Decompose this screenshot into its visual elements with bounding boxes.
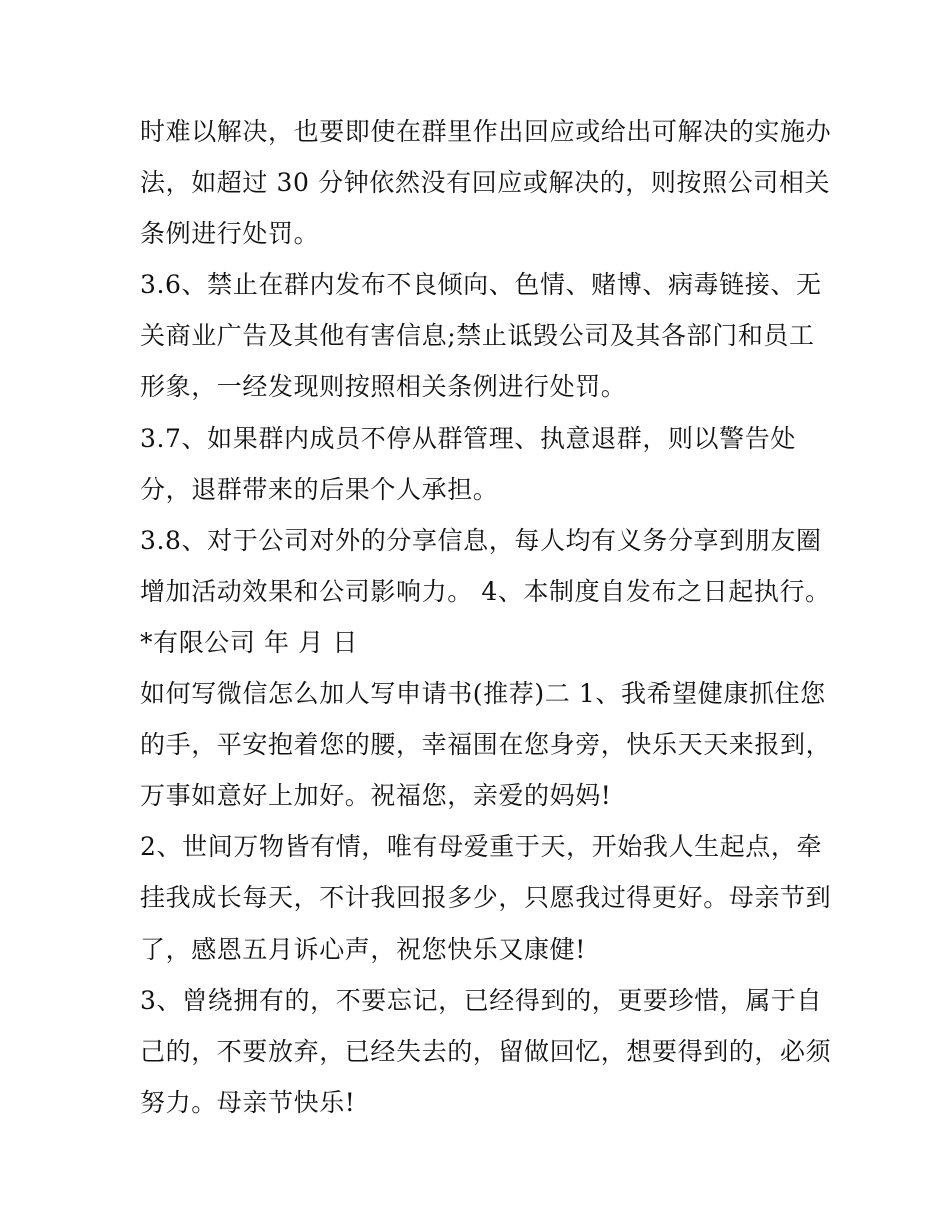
text-line: 了，感恩五月诉心声，祝您快乐又康健!: [140, 934, 586, 964]
text-line: 条例进行处罚。: [140, 219, 320, 249]
text-line: 3.6、禁止在群内发布不良倾向、色情、赌博、病毒链接、无: [140, 270, 822, 300]
text-line: 关商业广告及其他有害信息;禁止诋毁公司及其各部门和员工: [140, 321, 815, 351]
text-line: 法，如超过 30 分钟依然没有回应或解决的，则按照公司相关: [140, 168, 831, 198]
text-line: 的手，平安抱着您的腰，幸福围在您身旁，快乐天天来报到，: [140, 730, 832, 760]
text-line: 3、曾绕拥有的，不要忘记，已经得到的，更要珍惜，属于自: [140, 985, 823, 1015]
text-line: 3.7、如果群内成员不停从群管理、执意退群，则以警告处: [140, 423, 796, 453]
text-line: 2、世间万物皆有情，唯有母爱重于天，开始我人生起点，牵: [140, 832, 823, 862]
text-line: 分，退群带来的后果个人承担。: [140, 474, 499, 504]
text-line: 万事如意好上加好。祝福您，亲爱的妈妈!: [140, 781, 612, 811]
text-line: 如何写微信怎么加人写申请书(推荐)二 1、我希望健康抓住您: [140, 679, 826, 709]
text-line: 己的，不要放弃，已经失去的，留做回忆，想要得到的，必须: [140, 1036, 832, 1066]
document-body: [140, 106, 830, 1128]
text-line: 努力。母亲节快乐!: [140, 1087, 356, 1117]
text-line: 时难以解决，也要即使在群里作出回应或给出可解决的实施办: [140, 117, 832, 146]
text-line: *有限公司 年 月 日: [140, 627, 358, 657]
text-line: 增加活动效果和公司影响力。 4、本制度自发布之日起执行。: [140, 576, 831, 606]
text-line: 挂我成长每天，不计我回报多少，只愿我过得更好。母亲节到: [140, 883, 832, 913]
text-line: 3.8、对于公司对外的分享信息，每人均有义务分享到朋友圈: [140, 525, 822, 555]
text-line: 形象，一经发现则按照相关条例进行处罚。: [140, 372, 627, 402]
